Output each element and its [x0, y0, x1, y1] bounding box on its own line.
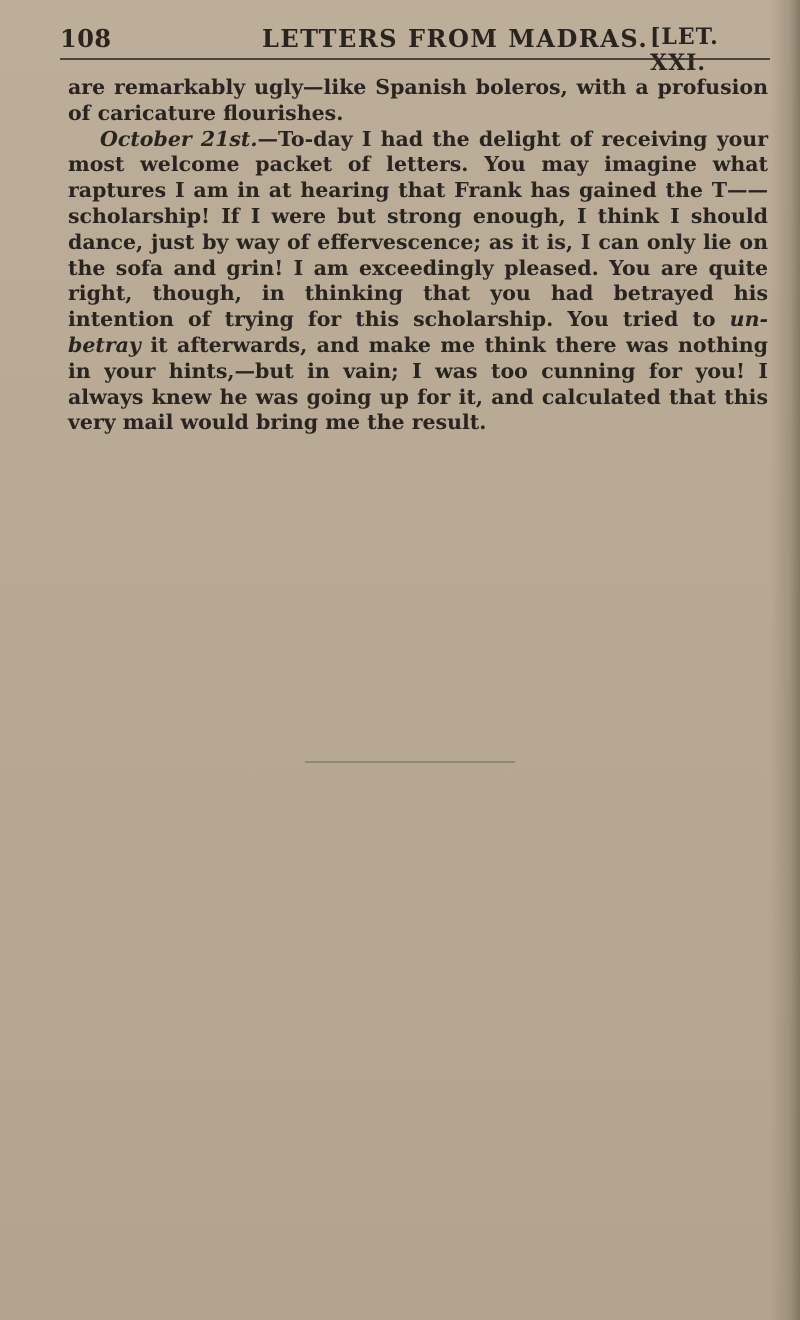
paragraph-text-part2: it afterwards, and make me think there was nothing in your hints,—but in vain; I was too cunning for you! I always knew he was going up for it, and calculated that this very mail would bring me the result.	[68, 332, 768, 435]
body-text	[68, 75, 768, 436]
letter-reference: [LET. XXI.	[650, 24, 719, 76]
paragraph-italic-word: un-betray	[68, 307, 768, 357]
paragraph-continuation: are remarkably ugly—like Spanish boleros, with a profusion of caricature flourishes.	[68, 75, 768, 125]
faint-ink-mark	[305, 761, 515, 763]
paragraph-text-part1: —To-day I had the delight of receiving your most welcome packet of letters. You may imagine what raptures I am in at hearing that Frank has gained the T—— scholarship! If I were but strong enough, I think I should dance, just by way of effervescence; as it is, I can only lie on the sofa and grin! I am exceedingly pleased. You are quite right, though, in thinking that you had betrayed his intention of trying for this scholarship. You tried to	[68, 126, 768, 332]
header-rule	[60, 58, 770, 60]
running-title: LETTERS FROM MADRAS.	[262, 24, 649, 53]
page-number: 108	[60, 24, 112, 53]
paragraph-date: October 21st.	[100, 126, 258, 151]
paragraph-october-21	[68, 127, 768, 437]
